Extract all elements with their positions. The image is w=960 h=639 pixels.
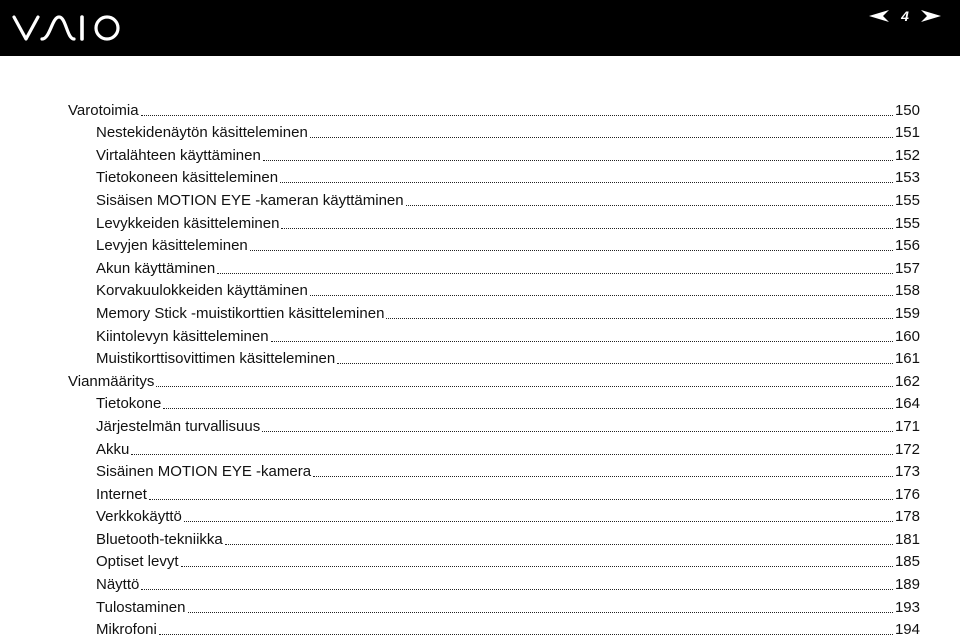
- toc-dot-leader: [386, 318, 893, 319]
- toc-entry-page: 151: [894, 124, 920, 142]
- toc-entry-page: 164: [894, 395, 920, 413]
- toc-entry-page: 185: [894, 553, 920, 571]
- toc-entry-page: 150: [894, 101, 920, 119]
- toc-entry[interactable]: [68, 255, 920, 278]
- toc-entry[interactable]: [68, 391, 920, 414]
- toc-entry[interactable]: [68, 526, 920, 549]
- toc-entry-page: 160: [894, 327, 920, 345]
- toc-entry-title: Näyttö: [96, 576, 140, 594]
- toc-dot-leader: [141, 589, 893, 590]
- toc-dot-leader: [337, 363, 893, 364]
- toc-entry[interactable]: [68, 300, 920, 323]
- toc-entry-page: 162: [894, 372, 920, 390]
- toc-dot-leader: [141, 115, 893, 116]
- toc-entry-title: Varotoimia: [68, 101, 139, 119]
- arrow-left-icon[interactable]: [868, 9, 890, 23]
- vaio-logo: [12, 13, 124, 43]
- toc-entry-page: 172: [894, 440, 920, 458]
- toc-entry[interactable]: [68, 617, 920, 639]
- toc-dot-leader: [406, 205, 893, 206]
- toc-entry-page: 171: [894, 417, 920, 435]
- page-header: [0, 0, 960, 56]
- toc-entry-title: Levyjen käsitteleminen: [96, 237, 248, 255]
- toc-dot-leader: [159, 634, 893, 635]
- toc-entry-title: Verkkokäyttö: [96, 508, 182, 526]
- toc-entry-title: Tulostaminen: [96, 598, 186, 616]
- toc-entry[interactable]: [68, 142, 920, 165]
- toc-entry[interactable]: [68, 187, 920, 210]
- toc-entry-title: Akun käyttäminen: [96, 259, 216, 277]
- toc-entry-title: Vianmääritys: [68, 372, 155, 390]
- toc-dot-leader: [217, 273, 893, 274]
- toc-entry[interactable]: [68, 210, 920, 233]
- toc-dot-leader: [271, 341, 893, 342]
- toc-entry[interactable]: [68, 504, 920, 527]
- toc-entry-page: 158: [894, 282, 920, 300]
- toc-dot-leader: [184, 521, 893, 522]
- table-of-contents: [68, 97, 920, 639]
- toc-dot-leader: [310, 295, 893, 296]
- toc-entry-title: Mikrofoni: [96, 621, 157, 639]
- page-navigator: [868, 6, 942, 26]
- toc-entry-page: 181: [894, 530, 920, 548]
- toc-entry[interactable]: [68, 323, 920, 346]
- toc-entry-title: Bluetooth-tekniikka: [96, 530, 223, 548]
- toc-dot-leader: [313, 476, 893, 477]
- toc-entry-title: Sisäisen MOTION EYE -kameran käyttäminen: [96, 191, 404, 209]
- page-number: 4: [901, 8, 909, 24]
- toc-entry-title: Tietokone: [96, 395, 162, 413]
- toc-entry[interactable]: [68, 368, 920, 391]
- toc-entry-title: Kiintolevyn käsitteleminen: [96, 327, 269, 345]
- toc-entry[interactable]: [68, 413, 920, 436]
- toc-entry-page: 176: [894, 485, 920, 503]
- toc-entry-page: 189: [894, 576, 920, 594]
- toc-dot-leader: [310, 137, 893, 138]
- toc-dot-leader: [163, 408, 893, 409]
- toc-entry[interactable]: [68, 120, 920, 143]
- toc-entry-title: Järjestelmän turvallisuus: [96, 417, 261, 435]
- toc-entry-title: Akku: [96, 440, 130, 458]
- toc-entry-page: 156: [894, 237, 920, 255]
- toc-entry-page: 194: [894, 621, 920, 639]
- toc-dot-leader: [149, 499, 893, 500]
- toc-entry[interactable]: [68, 549, 920, 572]
- toc-entry-page: 161: [894, 350, 920, 368]
- toc-entry-page: 157: [894, 259, 920, 277]
- toc-entry-title: Korvakuulokkeiden käyttäminen: [96, 282, 308, 300]
- toc-entry-title: Memory Stick -muistikorttien käsitteleminen: [96, 304, 385, 322]
- toc-entry-title: Levykkeiden käsitteleminen: [96, 214, 280, 232]
- toc-entry[interactable]: [68, 233, 920, 256]
- toc-entry-page: 155: [894, 191, 920, 209]
- toc-dot-leader: [225, 544, 893, 545]
- toc-entry[interactable]: [68, 571, 920, 594]
- toc-dot-leader: [181, 566, 893, 567]
- toc-entry-page: 178: [894, 508, 920, 526]
- toc-dot-leader: [281, 228, 893, 229]
- toc-dot-leader: [280, 182, 893, 183]
- toc-entry-title: Optiset levyt: [96, 553, 179, 571]
- toc-dot-leader: [250, 250, 893, 251]
- toc-entry[interactable]: [68, 481, 920, 504]
- toc-entry-page: 173: [894, 463, 920, 481]
- toc-entry-title: Muistikorttisovittimen käsitteleminen: [96, 350, 336, 368]
- toc-entry-page: 152: [894, 146, 920, 164]
- toc-dot-leader: [263, 160, 893, 161]
- toc-entry[interactable]: [68, 459, 920, 482]
- toc-entry[interactable]: [68, 594, 920, 617]
- toc-dot-leader: [262, 431, 893, 432]
- toc-dot-leader: [188, 612, 893, 613]
- toc-dot-leader: [156, 386, 893, 387]
- toc-entry[interactable]: [68, 436, 920, 459]
- toc-dot-leader: [131, 454, 893, 455]
- toc-entry-page: 159: [894, 304, 920, 322]
- toc-entry-title: Virtalähteen käyttäminen: [96, 146, 261, 164]
- toc-entry[interactable]: [68, 278, 920, 301]
- toc-entry[interactable]: [68, 97, 920, 120]
- toc-entry-title: Nestekidenäytön käsitteleminen: [96, 124, 308, 142]
- toc-entry-title: Sisäinen MOTION EYE -kamera: [96, 463, 312, 481]
- toc-entry[interactable]: [68, 346, 920, 369]
- toc-entry-page: 153: [894, 169, 920, 187]
- toc-entry-page: 193: [894, 598, 920, 616]
- toc-entry-title: Internet: [96, 485, 147, 503]
- arrow-right-icon[interactable]: [920, 9, 942, 23]
- toc-entry[interactable]: [68, 165, 920, 188]
- toc-entry-page: 155: [894, 214, 920, 232]
- toc-entry-title: Tietokoneen käsitteleminen: [96, 169, 279, 187]
